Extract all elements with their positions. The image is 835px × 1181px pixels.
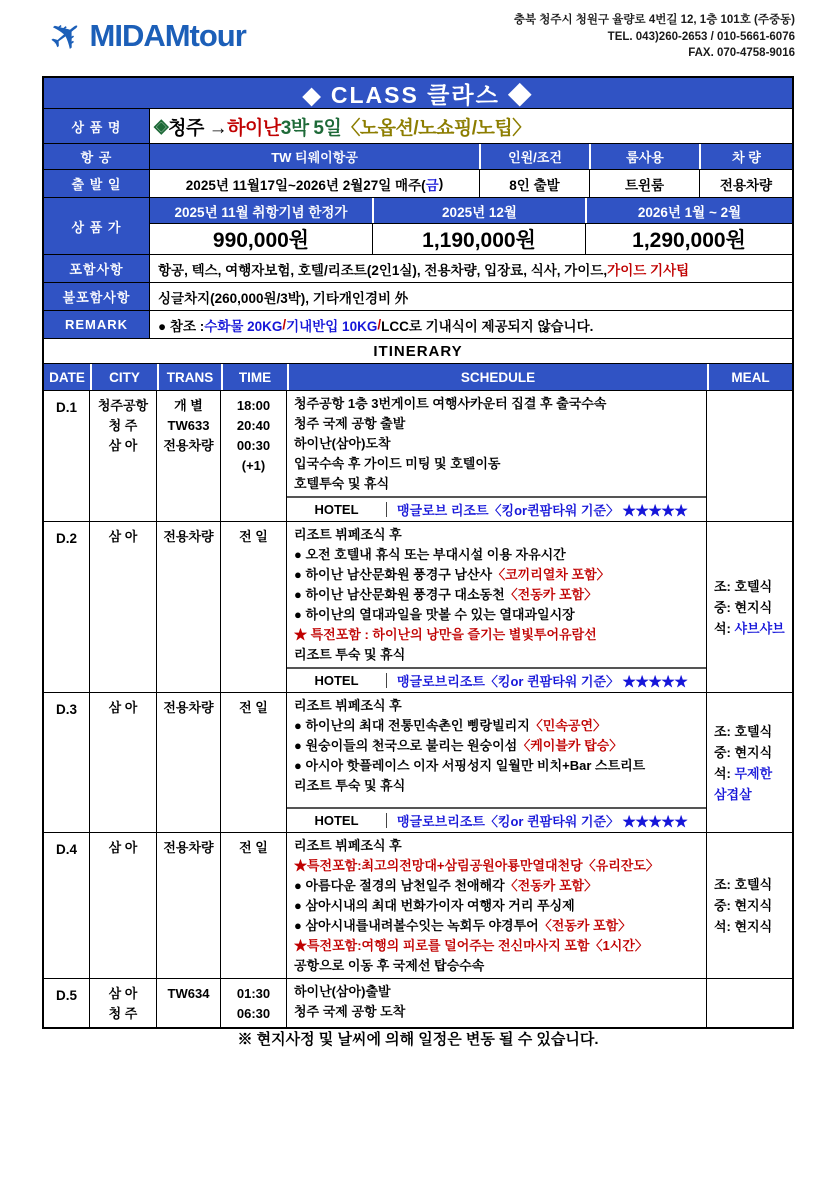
hotel-label: HOTEL [287,813,387,828]
text-segment: 석: [714,765,735,781]
day-city [90,833,157,978]
day-meals [707,833,792,978]
text-segment: 수화물 20KG [204,318,283,334]
time-line: (+1) [241,458,266,473]
text-segment: 〈전동카 포함〉 [504,878,598,893]
text-segment: 〈민속공연〉 [529,718,607,733]
itinerary-column-header: SCHEDULE [287,364,707,390]
text-segment: 중: 현지식 [714,744,773,760]
day-city [90,693,157,832]
text-segment: ● 원숭이들의 천국으로 불리는 원숭이섬 [294,738,518,753]
schedule-line [294,696,700,716]
schedule-line [294,525,700,545]
text-segment: ● 하이난의 열대과일을 맛볼 수 있는 열대과일시장 [294,607,575,622]
price-value: 1,190,000원 [372,224,585,254]
time-line: 20:40 [236,418,271,433]
hotel-row [287,667,706,692]
schedule-line [294,916,700,936]
meal-line [714,763,792,784]
schedule-line [294,605,700,625]
itinerary-header-row [44,364,792,391]
meal-line [714,784,792,805]
included-value [150,255,792,282]
text-segment: ● 하이난 남산문화원 풍경구 남산사 [294,567,493,582]
text-segment: 삼겹살 [714,786,752,802]
text-segment: 샤브샤브 [734,620,785,636]
day-schedule [287,391,707,521]
text-segment: ) [438,176,444,191]
text-segment: 하이난 [227,117,281,139]
text-segment: 청주 국제 공항 출발 [294,416,406,431]
airline-header-row [44,144,792,170]
schedule-lines [287,833,706,978]
transport-line: TW633 [167,418,210,433]
day-transport [157,833,221,978]
text-segment: ● 하이난 남산문화원 풍경구 대소동천 [294,587,505,602]
itinerary-column-header: CITY [90,364,157,390]
hotel-name: 맹글로브리조트〈킹or 퀸팜타워 기준〉 ★★★★★ [397,674,688,689]
day-time [221,693,287,832]
itinerary-day-row [44,391,792,522]
text-segment: 〈전동카 포함〉 [538,918,632,933]
product-name-value [150,109,792,143]
itinerary-title: ITINERARY [44,339,792,364]
schedule-line [294,1002,700,1022]
meal-line [714,721,792,742]
time-line: 00:30 [236,438,271,453]
schedule-line [294,585,700,605]
text-segment: 조: 호텔식 [714,877,773,892]
schedule-line [294,625,700,645]
price-value: 990,000원 [212,229,310,252]
hotel-name: 맹글로브 리조트〈킹or퀸팜타워 기준〉 ★★★★★ [397,503,688,518]
itinerary-column-header: TRANS [157,364,221,390]
departure-row [44,170,792,198]
day-time [221,391,287,521]
remark-label: REMARK [44,311,150,338]
meal-line [714,576,792,597]
text-segment: 무제한 [734,765,773,781]
text-segment: 리조트 투숙 및 휴식 [294,778,406,793]
departure-label: 출 발 일 [44,170,150,197]
schedule-line [294,876,700,896]
text-segment: 하이난(삼아)출발 [294,984,391,999]
company-phone: TEL. 043)260-2653 / 010-5661-6076 [607,30,795,43]
text-segment: ● 하이난의 최대 전통민속촌인 삥랑빌리지 [294,718,530,733]
schedule-line [294,936,700,956]
schedule-line [294,956,700,976]
text-segment: 싱글차지(260,000원/3박), 기타개인경비 外 [158,290,409,306]
day-meals [707,522,792,692]
meal-line [714,895,792,916]
text-segment: ● 삼아시내의 최대 번화가이자 여행자 거리 푸싱제 [294,898,575,913]
time-line: 06:30 [236,1006,271,1021]
day-time [221,833,287,978]
itinerary-body [44,391,792,1027]
footer-note: ※ 현지사정 및 날씨에 의해 일정은 변동 될 수 있습니다. [237,1031,599,1048]
price-period-header: 2025년 11월 취항기념 한정가 [150,198,372,223]
city-line: 삼 아 [108,700,138,715]
day-time [221,522,287,692]
company-address: 충북 청주시 청원구 율량로 4번길 12, 1층 101호 (주중동) [513,14,795,26]
itinerary-day-row [44,833,792,979]
itinerary-column-header: DATE [49,369,85,385]
text-segment: 2025년 11월17일~2026년 2월27일 매주( [185,177,426,193]
transport-line: 전용차량 [163,700,214,715]
text-segment: 리조트 투숙 및 휴식 [294,647,406,662]
schedule-line [294,982,700,1002]
day-meals [707,979,792,1027]
schedule-lines [287,522,706,667]
itinerary-day-row [44,522,792,693]
room-type-header: 룸사용 [589,144,699,169]
room-type-value: 트윈룸 [589,170,699,197]
text-segment: 항공, 텍스, 여행자보험, 호텔/리조트(2인1실), 전용차량, 입장료, 식사, 가이드, [158,262,608,278]
city-line: 삼 아 [108,438,138,453]
schedule-lines [287,391,706,496]
text-segment: ● 참조 : [158,318,205,334]
text-segment: 석: [714,620,735,636]
text-segment: 중: 현지식 [714,599,773,615]
day-city [90,522,157,692]
text-segment: 공항으로 이동 후 국제선 탑승수속 [294,958,485,973]
text-segment: 〈노옵션/노쇼핑/노팁〉 [341,117,531,139]
price-value: 1,290,000원 [585,224,792,254]
schedule-line [294,645,700,665]
company-fax: FAX. 070-4758-9016 [688,47,795,59]
text-segment: 중: 현지식 [714,898,773,913]
transport-line: 전용차량 [163,529,214,544]
time-line: 01:30 [236,986,271,1001]
itinerary-column-header: TIME [221,364,287,390]
text-segment: / [377,317,382,332]
schedule-line [294,474,700,494]
meal-line [714,597,792,618]
pax-condition-value: 8인 출발 [479,170,589,197]
day-transport [157,693,221,832]
schedule-line [294,836,700,856]
text-segment: / [282,317,287,332]
remark-value [150,311,792,338]
text-segment: ● 오전 호텔내 휴식 또는 부대시설 이용 자유시간 [294,547,566,562]
schedule-line [294,454,700,474]
excluded-label: 불포함사항 [44,283,150,310]
day-number: D.3 [44,693,90,832]
schedule-line [294,896,700,916]
included-row [44,255,792,283]
vehicle-header: 차 량 [699,144,792,169]
text-segment: 조: 호텔식 [714,723,773,739]
text-segment: ◈ [154,115,169,137]
included-label: 포함사항 [44,255,150,282]
day-number: D.2 [44,522,90,692]
time-line: 전 일 [239,840,268,855]
pax-condition-header: 인원/조건 [479,144,589,169]
hotel-label: HOTEL [287,673,387,688]
city-line: 청주공항 [97,398,149,413]
day-schedule [287,979,707,1027]
city-line: 청 주 [108,418,138,433]
meal-line [714,618,792,639]
text-segment: 3박 5일 [280,117,342,139]
day-number: D.4 [44,833,90,978]
transport-line: TW634 [167,986,210,1001]
meal-line [714,742,792,763]
schedule-line [294,856,700,876]
text-segment: 리조트 뷔페조식 후 [294,838,402,853]
schedule-line [294,565,700,585]
product-name-label: 상 품 명 [44,109,150,143]
tour-document-table [42,76,794,1029]
day-time [221,979,287,1027]
day-number: D.5 [44,979,90,1027]
meal-line [714,874,792,895]
itinerary-column-header: MEAL [707,364,792,390]
day-schedule [287,833,707,978]
airline-label: 항 공 [44,144,150,169]
schedule-lines [287,693,706,798]
airplane-icon: ✈ [40,8,94,64]
hotel-name: 맹글로브리조트〈킹or 퀸팜타워 기준〉 ★★★★★ [397,814,688,829]
price-period-header: 2025년 12월 [372,198,585,223]
city-line: 삼 아 [108,529,138,544]
airline-value: TW 티웨이항공 [150,144,479,169]
day-transport [157,391,221,521]
text-segment: 청주 국제 공항 도착 [294,1004,406,1019]
schedule-line [294,414,700,434]
text-segment: 하이난(삼아)도착 [294,436,391,451]
company-logo [40,8,246,64]
time-line: 18:00 [236,398,271,413]
text-segment: 〈케이블카 탑승〉 [517,738,623,753]
schedule-line [294,736,700,756]
day-number: D.1 [44,391,90,521]
text-segment: 금 [425,177,439,193]
excluded-row [44,283,792,311]
price-section [44,198,792,255]
schedule-line [294,545,700,565]
day-schedule [287,522,707,692]
text-segment: 가이드 기사팁 [607,262,690,278]
itinerary-day-row [44,979,792,1027]
day-city [90,391,157,521]
day-transport [157,522,221,692]
day-transport [157,979,221,1027]
text-segment: 호텔투숙 및 휴식 [294,476,390,491]
schedule-line [294,716,700,736]
day-meals [707,693,792,832]
document-title: ◆ CLASS 클라스 ◆ [44,78,792,109]
itinerary-day-row [44,693,792,833]
schedule-line [294,776,700,796]
meal-line [714,916,792,937]
text-segment: 청주공항 1층 3번게이트 여행사카운터 집결 후 출국수속 [294,396,607,411]
schedule-line [294,756,700,776]
schedule-lines [287,979,706,1024]
text-segment: 조: 호텔식 [714,578,773,594]
city-line: 삼 아 [108,986,138,1001]
text-segment: 리조트 뷔페조식 후 [294,527,402,542]
text-segment: LCC로 기내식이 제공되지 않습니다. [381,318,594,334]
day-schedule [287,693,707,832]
transport-line: 전용차량 [163,840,214,855]
text-segment: ★ 특전포함 : 하이난의 낭만을 즐기는 별빛투어유람선 [294,627,597,642]
price-label: 상 품 가 [44,198,150,254]
text-segment: 석: 현지식 [714,919,773,934]
hotel-row [287,496,706,521]
company-contact-block [514,12,795,62]
departure-dates [150,170,479,197]
day-city [90,979,157,1027]
time-line: 전 일 [239,700,268,715]
text-segment: 리조트 뷔페조식 후 [294,698,402,713]
company-logo-text: MIDAMtour [89,18,246,53]
hotel-label: HOTEL [287,502,387,517]
city-line: 청 주 [108,1006,138,1021]
text-segment: ● 삼아시내를내려볼수잇는 녹회두 야경투어 [294,918,539,933]
letterhead [0,0,835,74]
text-segment: 기내반입 10KG [286,318,378,334]
vehicle-value: 전용차량 [699,170,792,197]
text-segment: ● 아름다운 절경의 남천일주 천애해각 [294,878,505,893]
transport-line: 개 별 [174,398,203,413]
text-segment: ● 아시아 핫플레이스 이자 서핑성지 일월만 비치+Bar 스트리트 [294,758,646,773]
city-line: 삼 아 [108,840,138,855]
remark-row [44,311,792,339]
time-line: 전 일 [239,529,268,544]
text-segment: 〈전동카 포함〉 [504,587,598,602]
text-segment: 입국수속 후 가이드 미팅 및 호텔이동 [294,456,501,471]
product-name-row [44,109,792,144]
excluded-value [150,283,792,310]
text-segment: ★특전포함:여행의 피로를 덜어주는 전신마사지 포함〈1시간〉 [294,938,648,953]
hotel-row [287,807,706,832]
schedule-line [294,394,700,414]
text-segment: 청주 → [168,117,228,139]
text-segment: 〈코끼리열차 포함〉 [492,567,610,582]
price-period-header: 2026년 1월 ~ 2월 [585,198,792,223]
transport-line: 전용차량 [163,438,214,453]
text-segment: ★특전포함:최고의전망대+삼림공원아룡만열대천당〈유리잔도〉 [294,858,659,873]
schedule-line [294,434,700,454]
day-meals [707,391,792,521]
